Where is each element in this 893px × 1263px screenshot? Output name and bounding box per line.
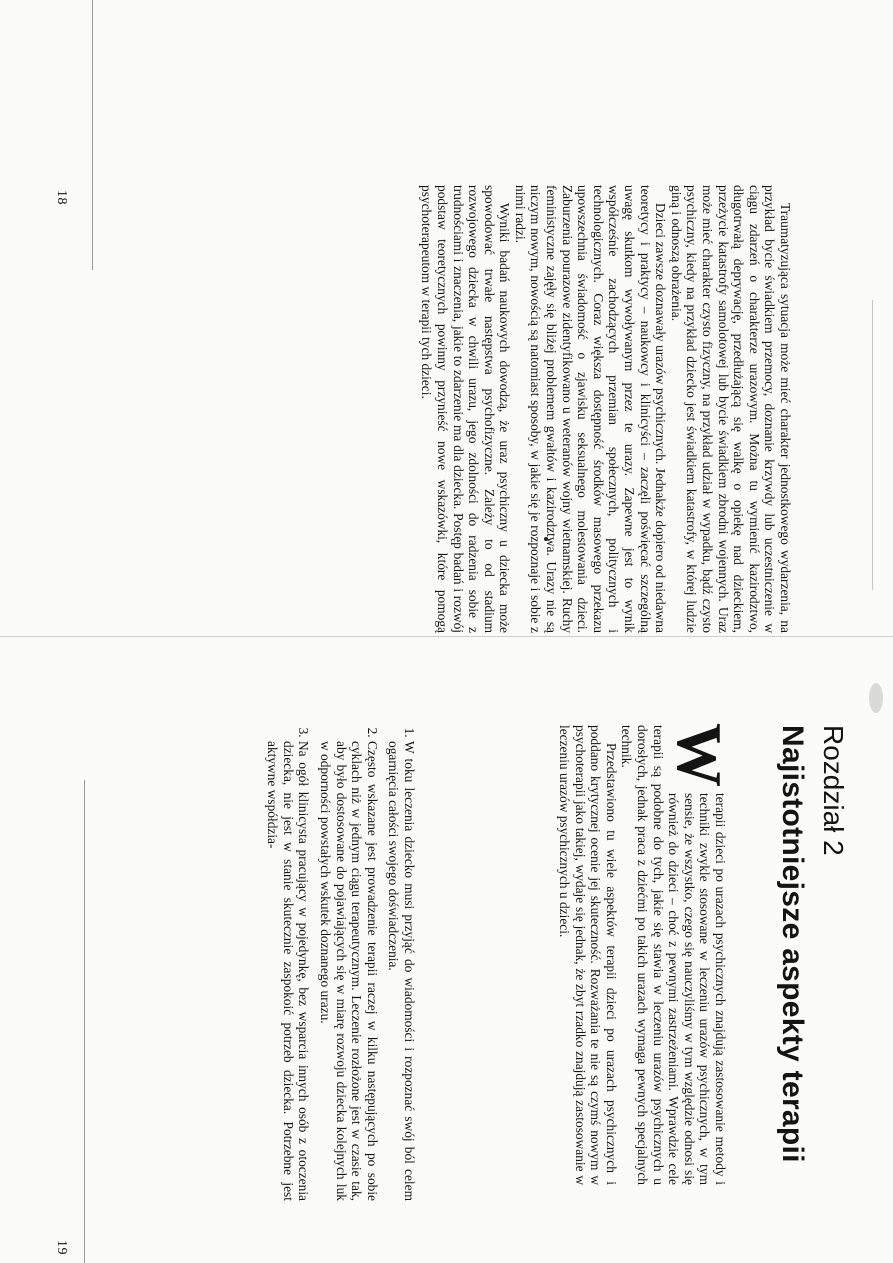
chapter-title: Najistotniejsze aspekty terapii bbox=[776, 725, 809, 1163]
intro-first-text: terapii dzieci po urazach psychicznych znajdują zastosowanie metody i techniki zwykle stosowane w leczeniu urazów psychicznych, w tym sensie, że wszystko, czego się nauczyliśmy w tym względzie odnosi się również do dzieci – choć z pewnymi zastrzeżeniami. Wprawdzie cele terapii są podobne do tych, jakie się stawia w leczeniu urazów psychicznych u dorosłych, jednak praca z dziećmi po takich urazach wymaga pewnych specjalnych technik. bbox=[619, 725, 728, 1185]
left-text-column bbox=[419, 185, 793, 633]
paragraph: Dzieci zawsze doznawały urazów psychicznych. Jednakże dopiero od niedawna teoretycy i praktycy – naukowcy i klinicyści – zaczęli poświęcać szczególną uwagę skutkom wywoływanym przez te urazy. Zapewne jest to wynik współcześnie zachodzących przemian społecznych, politycznych i technologicznych. Coraz większa dostępność środków masowego przekazu upowszechnia świadomość o zjawisku seksualnego molestowania dzieci. Zaburzenia pourazowe zidentyfikowano u weteranów wojny wietnamskiej. Ruchy feministyczne zajęły się bliżej problemem gwałtów i kazirodztwa. Urazy nie są niczym nowym, nowością są natomiast sposoby, w jakie się je rozpoznaje i sobie z nimi radzi. bbox=[512, 185, 669, 633]
page-number-right: 19 bbox=[54, 1240, 69, 1255]
list-item: 3. Na ogół klinicysta pracujący w pojedynkę, bez wsparcia innych osób z otoczenia dziecka, nie jest w stanie skutecznie zaspokoić potrzeb dziecka. Potrzebne jest aktywne współdzia- bbox=[265, 741, 312, 1201]
paragraph: Traumatyzująca sytuacja może mieć charakter jednostkowego wydarzenia, na przykład bycie świadkiem przemocy, doznanie krzywdy lub uczestniczenie w ciągu zdarzeń o charakterze urazowym. Można tu wymienić kazirodztwo, długotrwałą deprywację, przedłużającą się walkę o opiekę nad dzieckiem, przeżycie katastrofy samolotowej lub bycie świadkiem zbrodni wojennych. Uraz może mieć charakter czysto fizyczny, na przykład udział w wypadku, bądź czysto psychiczny, kiedy na przykład dziecko jest świadkiem katastrofy, w której ludzie giną i odnoszą obrażenia. bbox=[668, 185, 793, 633]
chapter-label: Rozdział 2 bbox=[818, 725, 849, 856]
right-page bbox=[0, 640, 893, 1263]
intro-text bbox=[556, 723, 735, 1185]
gutter bbox=[0, 636, 893, 637]
paragraph: Wyniki badań naukowych dowodzą, że uraz psychiczny u dziecka może spowodować trwałe następstwa psychofizyczne. Zależy to od stadium rozwojowego dziecka w chwili urazu, jego zdolności do radzenia sobie z trudnościami i znaczenia, jakie to zdarzenie ma dla dziecka. Postęp badań i rozwój podstaw teoretycznych powinny przynieść nowe wskazówki, które pomogą psychoterapeutom w terapii tych dzieci. bbox=[419, 185, 513, 633]
list-item: 2. Często wskazane jest prowadzenie terapii raczej w kilku następujących po sobie cyklach niż w jednym ciągu terapeutycznym. Leczenie rozłożone jest w czasie tak, aby było dostosowane do pojawiających się w miarę rozwoju dziecka kolejnych luk w odporności powstałych wskutek doznanego urazu. bbox=[317, 741, 379, 1201]
page-number-left: 18 bbox=[54, 190, 69, 205]
list-item: 1. W toku leczenia dziecko musi przyjąć do wiadomości i rozpoznać swój ból celem ogarnięcia całości swojego doświadczenia. bbox=[386, 741, 417, 1201]
points-list bbox=[259, 725, 417, 1201]
intro-paragraph bbox=[619, 723, 735, 1185]
intro-paragraph: Przedstawiono tu wiele aspektów terapii dzieci po urazach psychicznych i poddano krytycznej ocenie jej skuteczność. Rozważania te nie są czymś nowym w psychoterapii jako takiej, wydaje się jednak, że zbyt rzadko znajdują zastosowanie w leczeniu urazów psychicznych u dzieci. bbox=[557, 725, 619, 1185]
drop-cap: W bbox=[664, 723, 735, 787]
